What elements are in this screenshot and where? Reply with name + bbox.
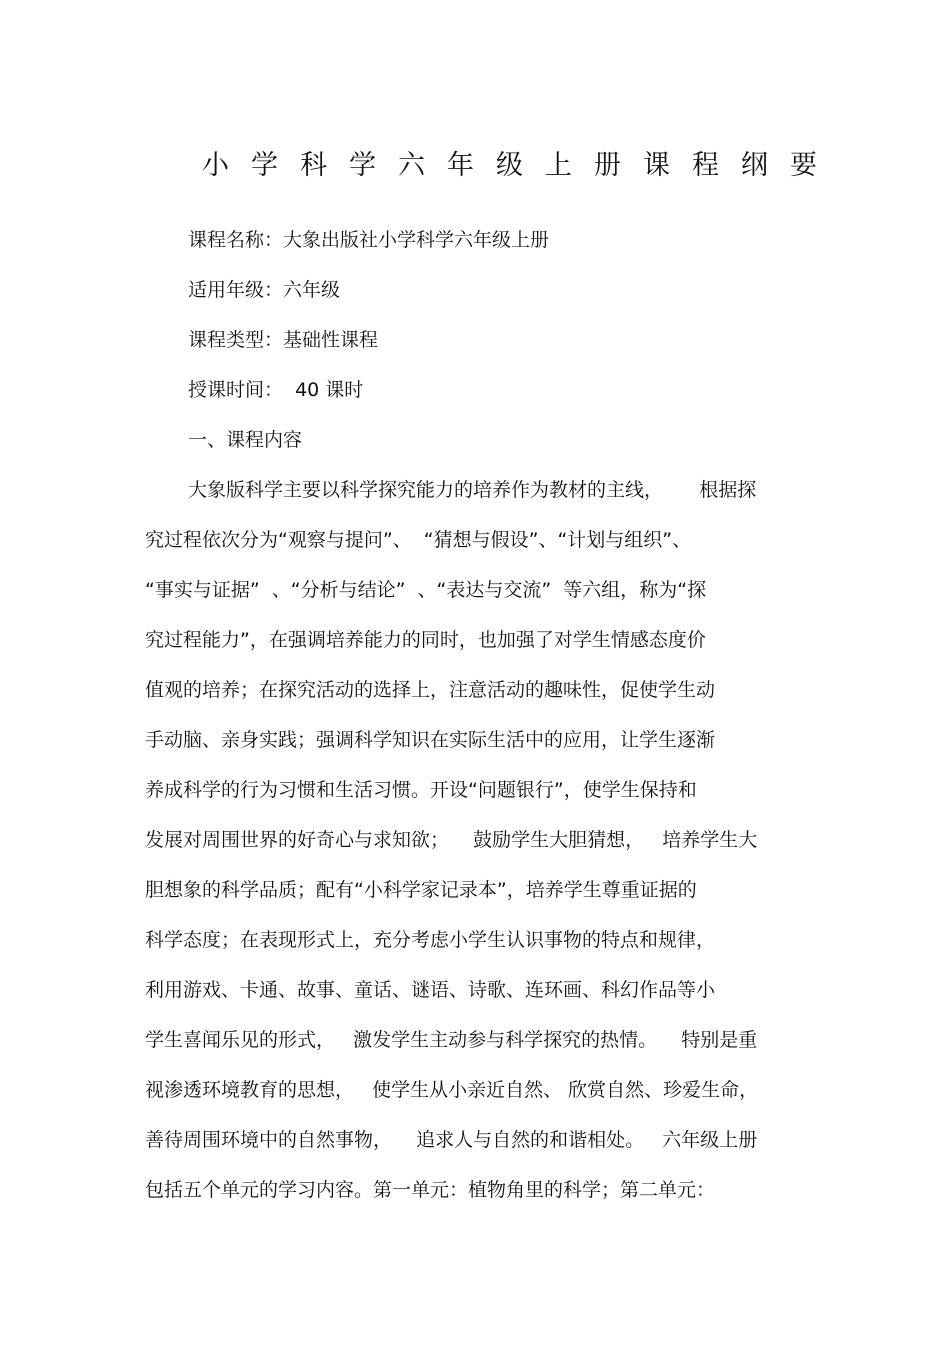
paragraph-line: 大象版科学主要以科学探究能力的培养作为教材的主线， 根据探 xyxy=(188,479,757,501)
meta-label: 课程名称： xyxy=(188,229,284,251)
paragraph-line: 手动脑、亲身实践；强调科学知识在实际生活中的应用，让学生逐渐 xyxy=(145,729,716,751)
paragraph-line: 科学态度；在表现形式上，充分考虑小学生认识事物的特点和规律， xyxy=(145,929,716,951)
paragraph-line: 学生喜闻乐见的形式， 激发学生主动参与科学探究的热情。 特别是重 xyxy=(145,1029,758,1051)
section-heading: 一、课程内容 xyxy=(188,429,303,451)
meta-course-name xyxy=(188,226,549,254)
meta-value: 40 课时 xyxy=(283,379,364,401)
meta-label: 课程类型： xyxy=(188,329,284,351)
paragraph-line: 包括五个单元的学习内容。第一单元：植物角里的科学；第二单元： xyxy=(145,1179,716,1201)
paragraph-line: 究过程能力”，在强调培养能力的同时，也加强了对学生情感态度价 xyxy=(145,629,706,651)
meta-value: 六年级 xyxy=(283,279,341,301)
page-title: 小学科学六年级上册课程纲要 xyxy=(202,150,839,181)
meta-label: 授课时间： xyxy=(188,379,284,401)
meta-course-type xyxy=(188,326,378,354)
paragraph-line: 值观的培养；在探究活动的选择上，注意活动的趣味性，促使学生动 xyxy=(145,679,716,701)
meta-class-hours xyxy=(188,376,363,404)
paragraph-line: “事实与证据” 、“分析与结论” 、“表达与交流” 等六组，称为“探 xyxy=(145,579,707,601)
paragraph-line: 养成科学的行为习惯和生活习惯。开设“问题银行”，使学生保持和 xyxy=(145,779,697,801)
paragraph-line: 发展对周围世界的好奇心与求知欲； 鼓励学生大胆猜想， 培养学生大 xyxy=(145,829,758,851)
paragraph-line: 胆想象的科学品质；配有“小科学家记录本”，培养学生尊重证据的 xyxy=(145,879,697,901)
paragraph-line: 究过程依次分为“观察与提问”、 “猜想与假设”、“计划与组织”、 xyxy=(145,529,692,551)
paragraph-line: 善待周围环境中的自然事物， 追求人与自然的和谐相处。 六年级上册 xyxy=(145,1129,758,1151)
paragraph-line: 利用游戏、卡通、故事、童话、谜语、诗歌、连环画、科幻作品等小 xyxy=(145,979,716,1001)
paragraph-line: 视渗透环境教育的思想， 使学生从小亲近自然、 欣赏自然、珍爱生命， xyxy=(145,1079,759,1101)
meta-value: 基础性课程 xyxy=(283,329,379,351)
meta-label: 适用年级： xyxy=(188,279,284,301)
meta-grade xyxy=(188,276,340,304)
meta-value: 大象出版社小学科学六年级上册 xyxy=(283,229,550,251)
